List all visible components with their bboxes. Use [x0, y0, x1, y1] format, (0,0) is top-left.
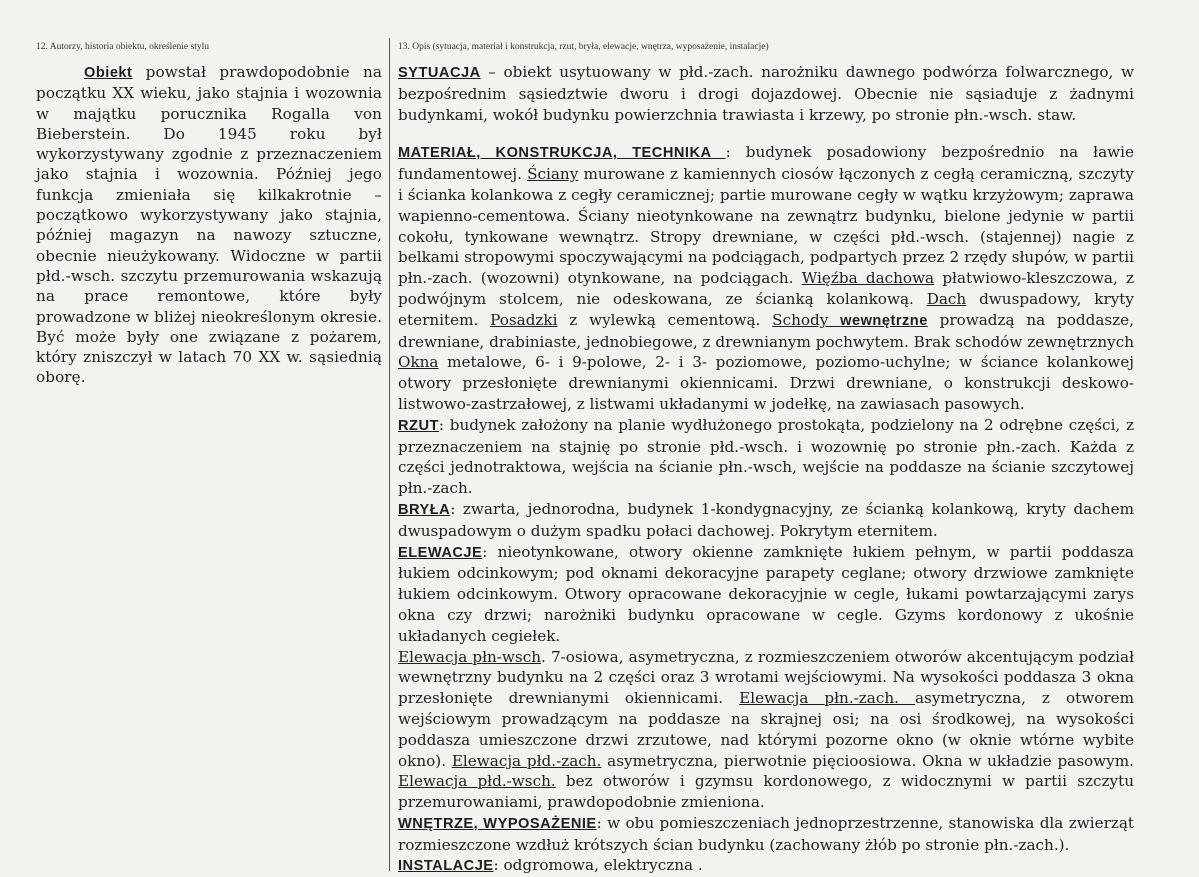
elewacja-pldzach-label: Elewacja płd.-zach.	[451, 751, 602, 770]
elewacje-detail-paragraph	[398, 647, 1134, 813]
posadzki-label: Posadzki	[490, 310, 558, 329]
rzut-heading: RZUT	[398, 417, 439, 434]
material-text-3: płatwiowo-kleszczowa, z podwójnym stolcem, nie odeskowana, ze ścianką kolankową.	[398, 269, 1134, 308]
instalacje-text: : odgromowa, elektryczna .	[493, 856, 703, 875]
bryla-heading: BRYŁA	[398, 501, 451, 518]
wnetrze-paragraph	[398, 813, 1134, 856]
material-heading: MATERIAŁ, KONSTRUKCJA, TECHNIKA	[398, 145, 726, 162]
elewacje-heading: ELEWACJE	[398, 544, 483, 561]
left-column	[36, 42, 382, 388]
material-text-1: : budynek posadowiony bezpośrednio na ławie fundamentowej.	[398, 143, 1134, 184]
wiezba-label: Więźba dachowa	[801, 269, 935, 288]
sytuacja-heading: SYTUACJA	[398, 65, 481, 81]
wnetrze-text: : w obu pomieszczeniach jednoprzestrzenne, stanowiska dla zwierząt rozmieszczone wzdłuż krótszych ścian budynku (zachowany żłób po stronie płn.-zach.).	[398, 813, 1134, 854]
material-text-6: prowadzą na poddasze, drewniane, drabiniaste, jednobiegowe, z drewnianym pochwytem. Brak schodów zewnętrznych	[398, 310, 1134, 351]
sytuacja-text: – obiekt usytuowany w płd.-zach. narożniku dawnego podwórza folwarcznego, w bezpośrednim sąsiedztwie dworu i drogi dojazdowej. Obecnie nie sąsiaduje z żadnymi budynkami, wokół budynku powierzchnia trawiasta i krzewy, po stronie płn.-wsch. staw.	[398, 63, 1134, 124]
dach-label: Dach	[926, 289, 967, 308]
material-text-5: z wylewką cementową.	[557, 310, 773, 329]
okna-label: Okna	[398, 353, 439, 372]
history-paragraph	[36, 62, 382, 388]
wnetrze-heading: WNĘTRZE, WYPOSAŻENIE	[398, 815, 597, 832]
material-paragraph	[398, 142, 1134, 414]
elewacja-plnwsch-label: Elewacja płn-wsch	[398, 647, 542, 666]
elewacje-detail-text-1: . 7-osiowa, asymetryczna, z rozmieszczeniem otworów akcentującym podział wewnętrzny budynku na 2 części oraz 3 wrotami wejściowymi. Na wysokości poddasza 3 okna przesłonięte drewnianymi okiennicami.	[398, 647, 1135, 708]
sytuacja-paragraph	[398, 62, 1134, 125]
material-text-7: metalowe, 6- i 9-polowe, 2- i 3- poziomowe, poziomo-uchylne; w ściance kolankowej otwory przesłonięte drewnianymi okiennicami. Drzwi drewniane, o konstrukcji deskowo-listwowo-zastrzałowej, z listwami układanymi w jodełkę, na zawiasach pasowych.	[398, 353, 1134, 413]
elewacja-pldwsch-label: Elewacja płd.-wsch.	[398, 772, 556, 791]
column-divider	[389, 38, 390, 871]
schody-label-bold: wewnętrzne	[840, 312, 928, 329]
material-text-2: murowane z kamiennych ciosów łączonych z cegłą ceramiczną, szczyty i ścianka kolankowa z cegły ceramicznej; partie murowane cegły w wątku krzyżowym; zaprawa wapienno-cementowa. Ściany nieotynkowane na zewnątrz budynku, bielone jedynie w partii cokołu, tynkowane wewnątrz. Stropy drewniane, w części płd.-wsch. (stajennej) nagie z belkami stropowymi spoczywającymi na podciągach, podpartych przez 2 rzędy słupów, w partii płn.-zach. (wozowni) otynkowane, na podciągach.	[398, 165, 1134, 288]
elewacje-detail-text-3: asymetryczna, pierwotnie pięcioosiowa. Okna w układzie pasowym.	[601, 751, 1134, 770]
rzut-text: : budynek założony na planie wydłużonego prostokąta, podzielony na 2 odrębne części, z przeznaczeniem na stajnię po stronie płd.-wsch. i wozownię po stronie płn.-zach. Każda z części jednotraktowa, wejścia na ścianie płn.-wsch, wejście na poddasze na ścianie szczytowej płn.-zach.	[398, 415, 1134, 498]
instalacje-heading: INSTALACJE	[398, 858, 494, 875]
elewacje-detail-text-2: asymetryczna, z otworem wejściowym prowadzącym na poddasze na skrajnej osi; na osi środkowej, na wysokości poddasza umieszczone drzwi zrzutowe, nad którymi pozorne okno (w oknie wtórne wybite okno).	[398, 689, 1134, 770]
sciany-label: Ściany	[527, 165, 579, 184]
history-text: powstał prawdopodobnie na początku XX wieku, jako stajnia i wozownia w majątku porucznika Rogalla von Bieberstein. Do 1945 roku był wykorzystywany zgodnie z przeznaczeniem jako stajnia i wozownia. Później jego funkcja zmieniała się kilkakrotnie – początkowo wykorzystywany jako stajnia, później magazyn na nawozy sztuczne, obecnie nieużykowany. Widoczne w partii płd.-wsch. szczytu przemurowania wskazują na prace remontowe, które były prowadzone w bliżej nieokreślonym okresie. Być może były one związane z pożarem, który zniszczył w latach 70 XX w. sąsiednią oborę.	[36, 63, 382, 387]
bryla-text: : zwarta, jednorodna, budynek 1-kondygnacyjny, ze ścianką kolankową, kryty dachem dwuspadowym o dużym spadku połaci dachowej. Pokrytym eternitem.	[398, 499, 1134, 540]
section-12-header: 12. Autorzy, historia obiektu, określenie stylu	[36, 42, 209, 52]
elewacja-plnzach-label: Elewacja płn.-zach.	[739, 689, 915, 708]
elewacje-detail-text-4: bez otworów i gzymsu kordonowego, z widocznymi w partii szczytu przemurowaniami, prawdopodobnie zmieniona.	[398, 772, 1134, 812]
instalacje-paragraph	[398, 855, 1134, 877]
right-column	[398, 42, 1134, 877]
rzut-paragraph	[398, 415, 1134, 499]
schody-label: Schody	[772, 310, 841, 329]
elewacje-text: : nieotynkowane, otwory okienne zamknięte łukiem pełnym, w partii poddasza łukiem odcinkowym; pod oknami dekoracyjne parapety ceglane; otwory drzwiowe zamknięte łukiem odcinkowym. Otwory opracowane dekoracyjnie w cegle, łukami powtarzającymi zarys okna czy drzwi; narożniki budynku opracowane w cegle. Gzyms kordonowy z ukośnie układanych cegiełek.	[398, 542, 1134, 645]
lead-word: Obiekt	[84, 65, 133, 81]
section-13-header: 13. Opis (sytuacja, materiał i konstrukcja, rzut, bryła, elewacje, wnętrza, wyposażenie, instalacje)	[398, 42, 769, 52]
elewacje-paragraph	[398, 542, 1134, 647]
bryla-paragraph	[398, 499, 1134, 542]
material-text-4: dwuspadowy, kryty eternitem.	[398, 289, 1134, 329]
